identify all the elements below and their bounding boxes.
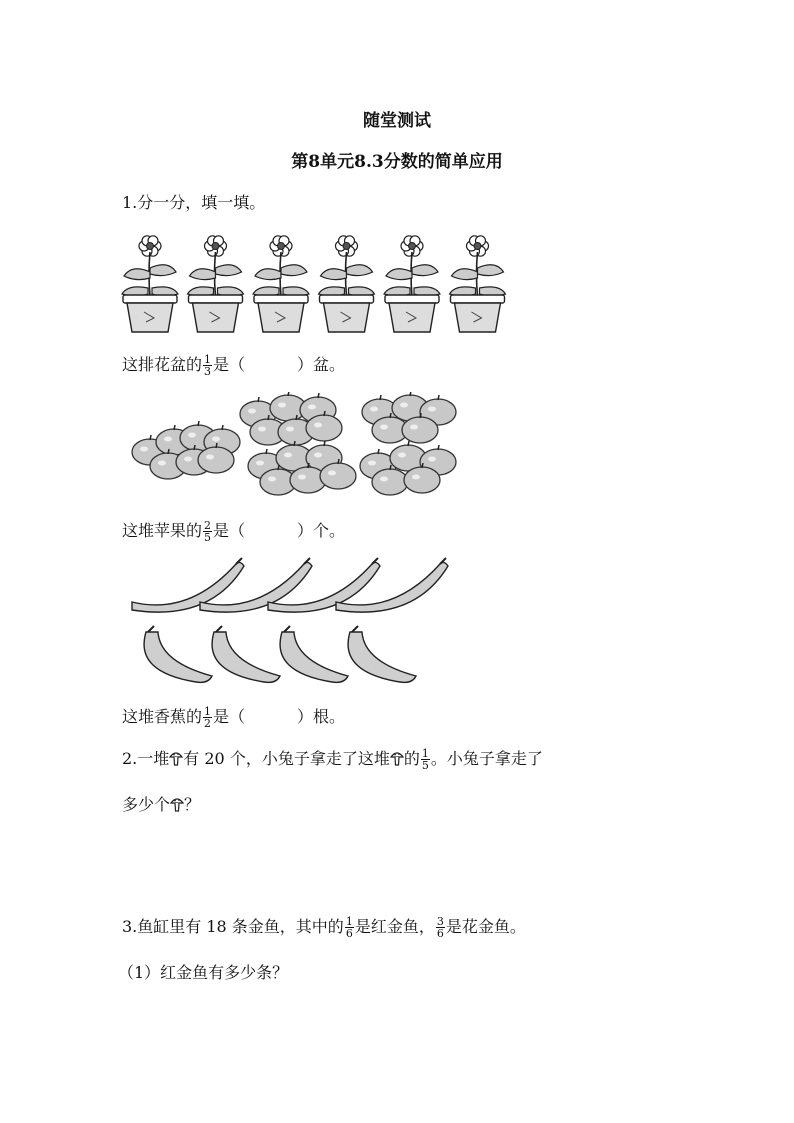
question-1-prompt: 1.分一分，填一填。 — [122, 193, 266, 212]
sentence-text: 是（ — [213, 521, 246, 540]
flower-pot — [122, 236, 178, 332]
sentence-text: 这堆苹果的 — [122, 521, 203, 540]
fraction-1-3 — [203, 354, 212, 377]
mushroom-icon — [390, 749, 404, 767]
question-text: 是红金鱼， — [354, 917, 435, 936]
fraction-2-5 — [203, 520, 212, 543]
question-text: 2.一堆 — [122, 749, 170, 768]
fraction-denominator: 5 — [204, 531, 212, 544]
flower-pot — [188, 236, 244, 332]
question-text: 有 20 个，小兔子拿走了这堆 — [183, 749, 390, 768]
question-3-line-1 — [122, 914, 526, 939]
mushroom-icon — [169, 749, 183, 767]
sentence-text: 这排花盆的 — [122, 355, 203, 374]
question-text: 多少个 — [122, 795, 171, 814]
question-2-line-2 — [122, 792, 200, 815]
fraction-numerator: 1 — [345, 915, 353, 928]
fraction-1-5 — [421, 748, 430, 771]
question-2-line-1 — [122, 746, 543, 771]
fraction-numerator: 1 — [204, 705, 212, 718]
fraction-denominator: 3 — [204, 365, 212, 378]
fraction-numerator: 1 — [204, 353, 212, 366]
banana — [280, 626, 348, 682]
sentence-text: ）盆。 — [297, 355, 346, 374]
sentence-text: ）根。 — [297, 707, 346, 726]
question-3-sub-1: （1）红金鱼有多少条？ — [118, 963, 289, 982]
flower-pots-image — [118, 232, 508, 338]
flower-pot — [450, 236, 506, 332]
question-text: 是花金鱼。 — [445, 917, 526, 936]
question-text: ？ — [184, 795, 201, 814]
page-subtitle: 第8单元8.3分数的简单应用 — [291, 152, 503, 172]
banana-pile-image — [126, 556, 470, 694]
question-1b-sentence — [122, 518, 345, 543]
question-text: 。小兔子拿走了 — [430, 749, 543, 768]
question-1a-sentence — [122, 352, 345, 377]
sentence-text: ）个。 — [297, 521, 346, 540]
question-1c-sentence — [122, 704, 345, 729]
flower-pot — [319, 236, 375, 332]
fraction-numerator: 2 — [204, 519, 212, 532]
sentence-text: 是（ — [213, 355, 246, 374]
banana — [348, 626, 416, 682]
fraction-numerator: 3 — [436, 915, 444, 928]
question-text: 的 — [403, 749, 420, 768]
apple-pile-image — [128, 392, 480, 504]
banana — [144, 626, 212, 682]
fraction-1-2 — [203, 706, 212, 729]
fraction-3-6 — [436, 916, 445, 939]
fraction-denominator: 5 — [421, 759, 429, 772]
fraction-denominator: 6 — [345, 927, 353, 940]
fraction-numerator: 1 — [421, 747, 429, 760]
page-title: 随堂测试 — [363, 111, 431, 131]
question-text: 3.鱼缸里有 18 条金鱼，其中的 — [122, 917, 344, 936]
flower-pot — [253, 236, 309, 332]
sentence-text: 这堆香蕉的 — [122, 707, 203, 726]
fraction-denominator: 6 — [436, 927, 444, 940]
fraction-1-6 — [345, 916, 354, 939]
banana — [132, 558, 244, 612]
fraction-denominator: 2 — [204, 717, 212, 730]
flower-pot — [384, 236, 440, 332]
banana — [212, 626, 280, 682]
sentence-text: 是（ — [213, 707, 246, 726]
mushroom-icon — [170, 795, 184, 813]
